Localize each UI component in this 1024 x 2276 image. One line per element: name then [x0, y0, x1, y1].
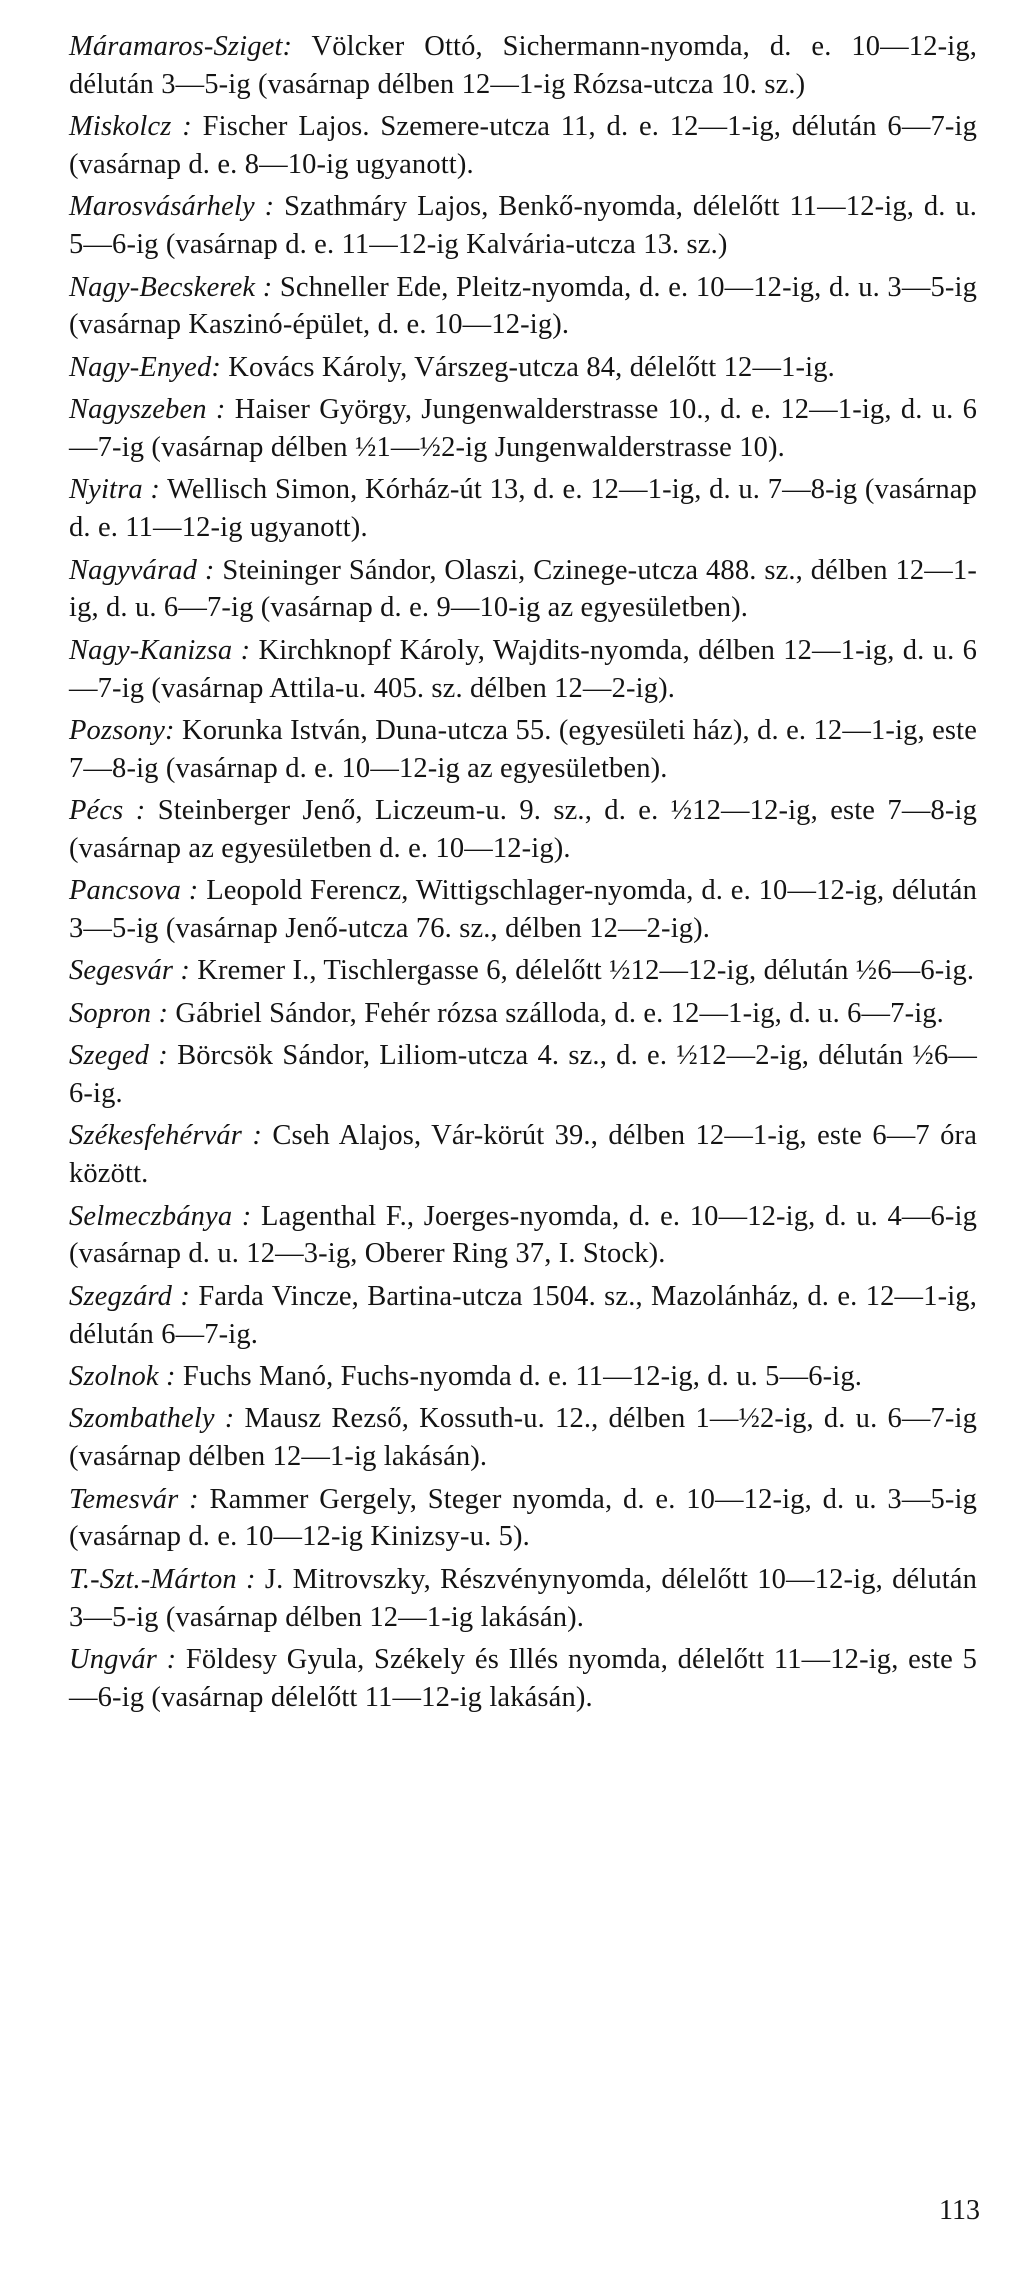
- place-name: Nyitra :: [69, 474, 161, 506]
- place-name: Nagy-Kanizsa :: [69, 634, 251, 666]
- list-entry-szeged: [69, 1037, 977, 1113]
- entry-text: Fuchs Manó, Fuchs-nyomda d. e. 11—12-ig, d. u. 5—6-ig.: [175, 1360, 863, 1392]
- list-entry-nyitra: [69, 471, 977, 547]
- place-name: Segesvár :: [69, 955, 190, 987]
- place-name: Szombathely :: [69, 1403, 235, 1435]
- list-entry-szegzard: [69, 1278, 977, 1354]
- list-entry-szekesfehervar: [69, 1117, 977, 1193]
- list-entry-szombathely: [69, 1400, 977, 1476]
- entry-text: Korunka István, Duna-utcza 55. (egyesületi ház), d. e. 12—1-ig, este 7—8-ig (vasárnap d. e. 10—12-ig az egyesületben).: [69, 714, 977, 784]
- place-name: Pécs :: [69, 795, 146, 827]
- place-name: Nagy-Becskerek :: [69, 271, 273, 303]
- place-name: Pancsova :: [69, 875, 199, 907]
- list-entry-maramaros-sziget: [69, 28, 977, 104]
- entry-text: Rammer Gergely, Steger nyomda, d. e. 10—12-ig, d. u. 3—5-ig (vasárnap d. e. 10—12-ig Kinizsy-u. 5).: [69, 1483, 977, 1553]
- place-name: T.-Szt.-Márton :: [69, 1563, 256, 1595]
- list-entry-nagy-kanizsa: [69, 632, 977, 708]
- entry-text: Kovács Károly, Várszeg-utcza 84, délelőtt 12—1-ig.: [221, 351, 835, 383]
- place-name: Nagy-Enyed:: [69, 351, 221, 383]
- place-name: Székesfehérvár :: [69, 1120, 263, 1152]
- list-entry-ungvar: [69, 1641, 977, 1717]
- place-name: Nagyszeben :: [69, 394, 226, 426]
- list-entry-sopron: [69, 995, 977, 1033]
- list-entry-temesvar: [69, 1481, 977, 1557]
- document-page: [69, 28, 977, 1721]
- list-entry-pozsony: [69, 712, 977, 788]
- place-name: Temesvár :: [69, 1483, 199, 1515]
- entry-text: Schneller Ede, Pleitz-nyomda, d. e. 10—12-ig, d. u. 3—5-ig (vasárnap Kaszinó-épület, d. e. 10—12-ig).: [69, 271, 977, 341]
- entry-text: Gábriel Sándor, Fehér rózsa szálloda, d. e. 12—1-ig, d. u. 6—7-ig.: [168, 997, 944, 1029]
- entry-text: Steininger Sándor, Olaszi, Czinege-utcza 488. sz., délben 12—1-ig, d. u. 6—7-ig (vasárnap d. e. 9—10-ig az egyesületben).: [69, 554, 977, 624]
- place-name: Selmeczbánya :: [69, 1200, 252, 1232]
- place-name: Szegzárd :: [69, 1280, 191, 1312]
- list-entry-nagyvarad: [69, 552, 977, 628]
- list-entry-szolnok: [69, 1358, 977, 1396]
- place-name: Pozsony:: [69, 714, 175, 746]
- list-entry-nagy-becskerek: [69, 269, 977, 345]
- place-name: Szeged :: [69, 1040, 168, 1072]
- list-entry-miskolcz: [69, 108, 977, 184]
- entry-text: Kremer I., Tischlergasse 6, délelőtt ½12—12-ig, délután ½6—6-ig.: [190, 955, 975, 987]
- entry-text: Mausz Rezső, Kossuth-u. 12., délben 1—½2-ig, d. u. 6—7-ig (vasárnap délben 12—1-ig lakásán).: [69, 1403, 977, 1473]
- entry-text: Börcsök Sándor, Liliom-utcza 4. sz., d. e. ½12—2-ig, délután ½6—6-ig.: [69, 1040, 977, 1110]
- place-name: Miskolcz :: [69, 111, 192, 143]
- entry-text: Völcker Ottó, Sichermann-nyomda, d. e. 10—12-ig, délután 3—5-ig (vasárnap délben 12—1-ig Rózsa-utcza 10. sz.): [69, 31, 977, 100]
- list-entry-t-szt-marton: [69, 1561, 977, 1637]
- entry-text: J. Mitrovszky, Részvénynyomda, délelőtt 10—12-ig, délután 3—5-ig (vasárnap délben 12—1-ig lakásán).: [69, 1563, 978, 1633]
- list-entry-segesvar: [69, 952, 977, 990]
- entry-text: Lagenthal F., Joerges-nyomda, d. e. 10—12-ig, d. u. 4—6-ig (vasárnap d. u. 12—3-ig, Oberer Ring 37, I. Stock).: [69, 1200, 977, 1270]
- entry-text: Fischer Lajos. Szemere-utcza 11, d. e. 12—1-ig, délután 6—7-ig (vasárnap d. e. 8—10-ig ugyanott).: [69, 111, 977, 180]
- entry-text: Farda Vincze, Bartina-utcza 1504. sz., Mazolánház, d. e. 12—1-ig, délután 6—7-ig.: [69, 1280, 977, 1350]
- list-entry-nagy-enyed: [69, 349, 977, 387]
- place-name: Nagyvárad :: [69, 554, 215, 586]
- entry-text: Leopold Ferencz, Wittigschlager-nyomda, d. e. 10—12-ig, délután 3—5-ig (vasárnap Jenő-utcza 76. sz., délben 12—2-ig).: [69, 875, 977, 945]
- place-name: Máramaros-Sziget:: [69, 31, 293, 62]
- place-name: Marosvásárhely :: [69, 191, 275, 223]
- entry-text: Földesy Gyula, Székely és Illés nyomda, délelőtt 11—12-ig, este 5—6-ig (vasárnap délelőtt 11—12-ig lakásán).: [69, 1643, 977, 1713]
- entry-text: Wellisch Simon, Kórház-út 13, d. e. 12—1-ig, d. u. 7—8-ig (vasárnap d. e. 11—12-ig ugyanott).: [69, 474, 978, 544]
- entry-text: Steinberger Jenő, Liczeum-u. 9. sz., d. e. ½12—12-ig, este 7—8-ig (vasárnap az egyesületben d. e. 10—12-ig).: [69, 795, 977, 864]
- entry-text: Haiser György, Jungenwalderstrasse 10., d. e. 12—1-ig, d. u. 6—7-ig (vasárnap délben ½1—½2-ig Jungenwalderstrasse 10).: [69, 394, 977, 463]
- place-name: Szolnok :: [69, 1360, 176, 1392]
- place-name: Ungvár :: [69, 1643, 177, 1675]
- list-entry-pecs: [69, 792, 977, 868]
- list-entry-selmeczbanya: [69, 1198, 977, 1274]
- entry-text: Kirchknopf Károly, Wajdits-nyomda, délben 12—1-ig, d. u. 6—7-ig (vasárnap Attila-u. 405. sz. délben 12—2-ig).: [69, 634, 977, 704]
- list-entry-marosvasarhely: [69, 188, 977, 264]
- entry-text: Szathmáry Lajos, Benkő-nyomda, délelőtt 11—12-ig, d. u. 5—6-ig (vasárnap d. e. 11—12-ig Kalvária-utcza 13. sz.): [69, 191, 978, 261]
- list-entry-nagyszeben: [69, 391, 977, 467]
- page-number: 113: [939, 2195, 980, 2226]
- entry-text: Cseh Alajos, Vár-körút 39., délben 12—1-ig, este 6—7 óra között.: [69, 1120, 977, 1190]
- list-entry-pancsova: [69, 872, 977, 948]
- place-name: Sopron :: [69, 997, 169, 1029]
